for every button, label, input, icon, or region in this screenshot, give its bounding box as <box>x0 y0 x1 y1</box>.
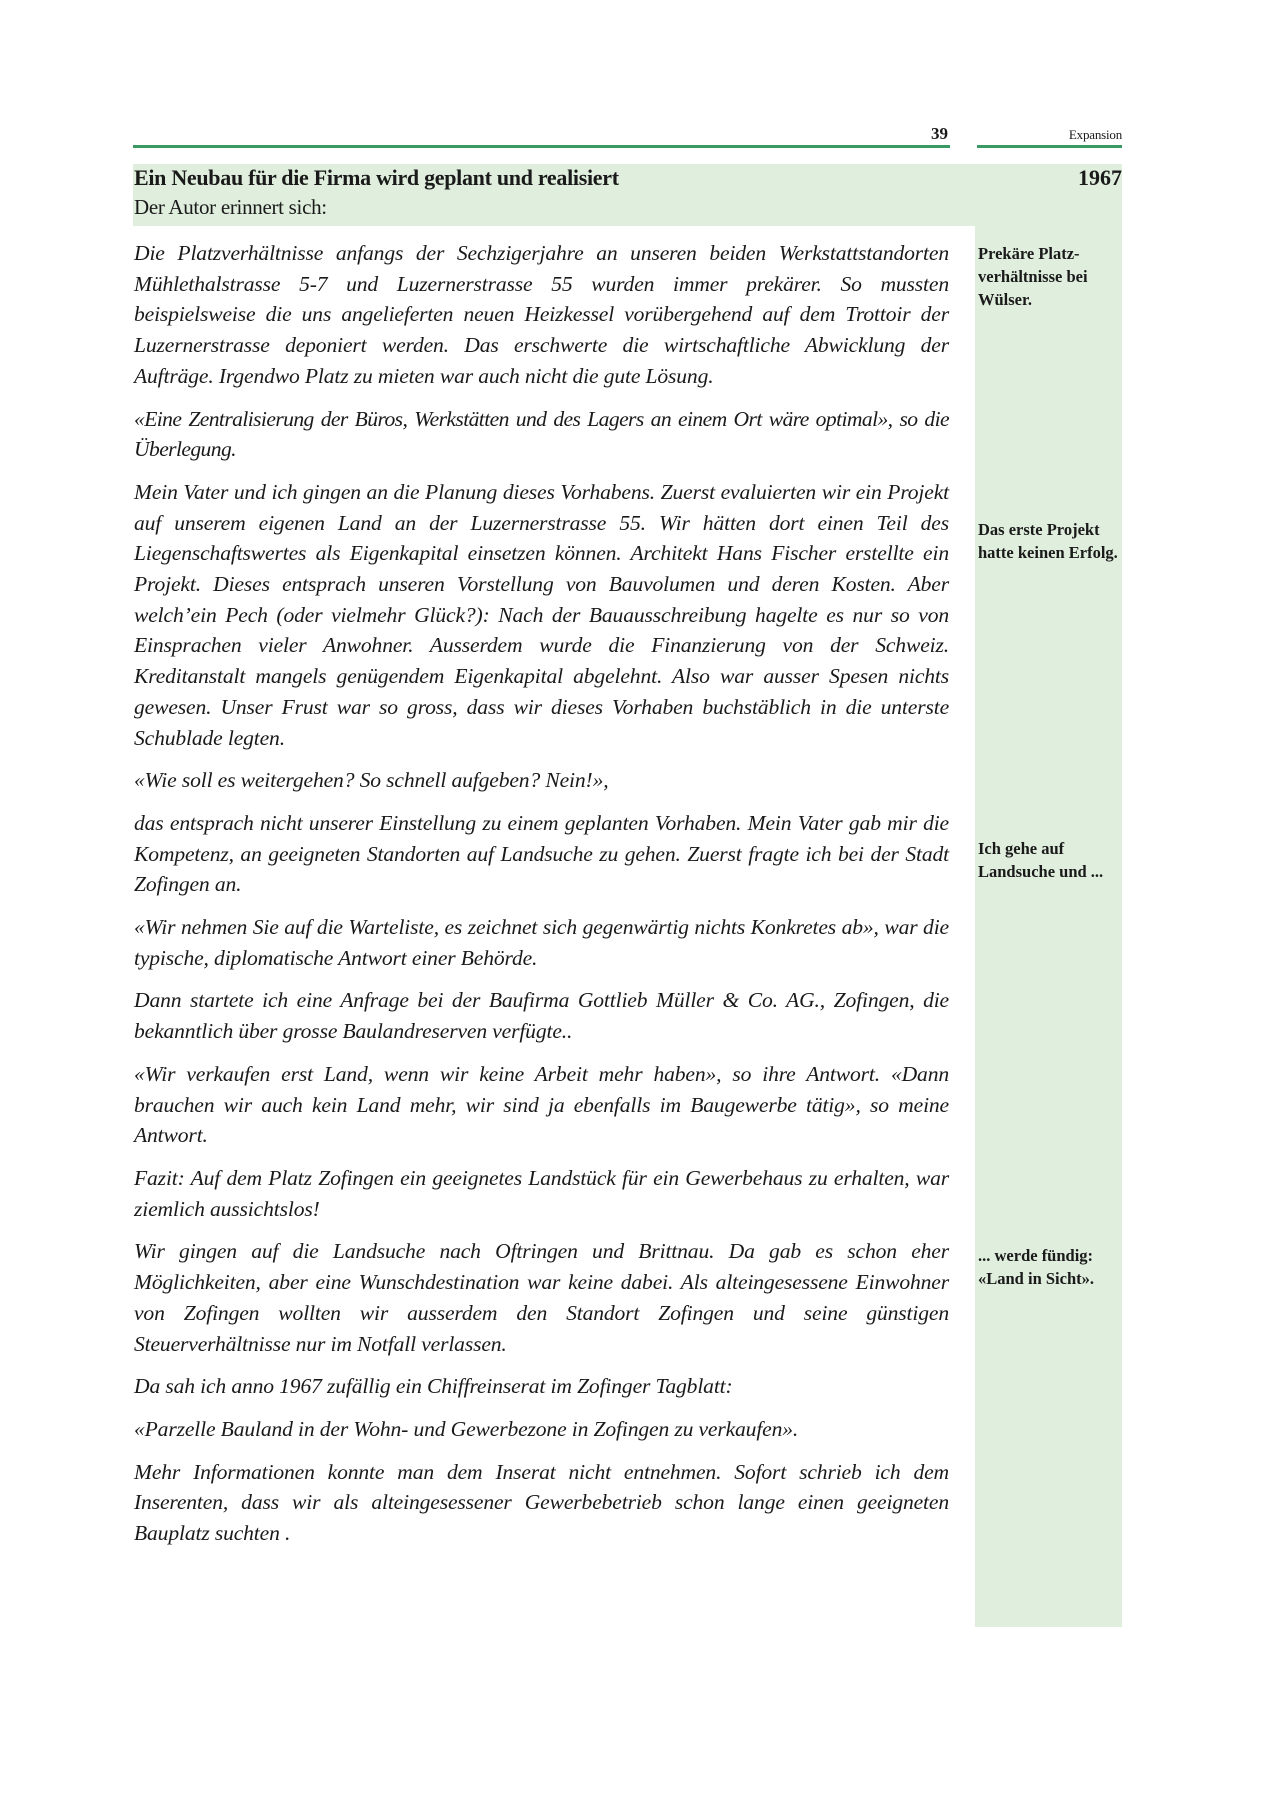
quote-paragraph: «Wir verkaufen erst Land, wenn wir keine Arbeit mehr haben», so ihre Antwort. «Dann brauchen wir auch kein Land mehr, wir sind ja ebenfalls im Baugewerbe tätig», so meine Antwort. <box>134 1061 949 1148</box>
header-rule-side <box>977 145 1122 148</box>
quote-paragraph: «Eine Zentralisierung der Büros, Werkstätten und des Lagers an einem Ort wäre optimal», so die Überlegung. <box>134 406 949 462</box>
margin-note: Ich gehe auf Landsuche und ... <box>978 839 1104 881</box>
quote-paragraph: «Wir nehmen Sie auf die Warteliste, es zeichnet sich gegenwärtig nichts Konkretes ab», war die typische, diplomatische Antwort einer Behörde. <box>134 915 949 970</box>
quote-paragraph: «Wie soll es weitergehen? So schnell aufgeben? Nein!», <box>134 768 609 793</box>
page-number: 39 <box>931 124 948 143</box>
paragraph: Fazit: Auf dem Platz Zofingen ein geeignetes Landstück für ein Gewerbehaus zu erhalten, war ziemlich aussichtslos! <box>134 1165 949 1221</box>
margin-column-band <box>975 164 1122 1627</box>
paragraph: Da sah ich anno 1967 zufällig ein Chiffreinserat im Zofinger Tagblatt: <box>134 1374 733 1399</box>
paragraph: Wir gingen auf die Landsuche nach Oftringen und Brittnau. Da gab es schon eher Möglichkeiten, aber eine Wunschdestination war keine dabei. Als alteingesessene Einwohner von Zofingen wollten wir ausserdem den Standort Zofingen und seine günstigen Steuerverhältnisse nur im Notfall verlassen. <box>134 1239 949 1356</box>
paragraph: Dann startete ich eine Anfrage bei der Baufirma Gottlieb Müller & Co. AG., Zofingen, die bekanntlich über grosse Baulandreserven verfügte.. <box>134 988 949 1044</box>
paragraph: Mein Vater und ich gingen an die Planung dieses Vorhabens. Zuerst evaluierten wir ein Projekt auf unserem eigenen Land an der Luzernerstrasse 55. Wir hätten dort einen Teil des Liegenschaftswertes als Eigenkapital einsetzen können. Architekt Hans Fischer erstellte ein Projekt. Dieses entsprach unseren Vorstellung von Bauvolumen und deren Kosten. Aber welch’ein Pech (oder vielmehr Glück?): Nach der Bauausschreibung hagelte es nur so von Einsprachen vieler Anwohner. Ausserdem wurde die Finanzierung von der Schweiz. Kreditanstalt mangels genügendem Eigenkapital abgelehnt. Also war ausser Spesen nichts gewesen. Unser Frust war so gross, dass wir dieses Vorhaben buchstäblich in die unterste Schublade legten. <box>134 479 949 750</box>
margin-note: Das erste Projekt hatte keinen Erfolg. <box>978 520 1118 562</box>
header-rule-main <box>133 145 950 148</box>
paragraph: das entsprach nicht unserer Einstellung zu einem geplanten Vorhaben. Mein Vater gab mir die Kompetenz, an geeigneten Standorten auf Landsuche zu gehen. Zuerst fragte ich bei der Stadt Zofingen an. <box>134 810 949 897</box>
body-text-column <box>134 238 949 1561</box>
paragraph: Die Platzverhältnisse anfangs der Sechzigerjahre an unseren beiden Werkstattstandorten Mühlethalstrasse 5-7 und Luzernerstrasse 55 wurden immer prekärer. So mussten beispielsweise die uns angelieferten neuen Heizkessel vorübergehend auf dem Trottoir der Luzernerstrasse deponiert werden. Das erschwerte die wirtschaftliche Abwicklung der Aufträge. Irgendwo Platz zu mieten war auch nicht die gute Lösung. <box>134 241 949 388</box>
margin-note: Prekäre Platz-verhältnisse bei Wülser. <box>978 244 1088 309</box>
section-year: 1967 <box>1078 165 1122 190</box>
running-head: Expansion <box>1068 127 1122 142</box>
section-title: Ein Neubau für die Firma wird geplant und realisiert <box>134 165 619 190</box>
section-subtitle: Der Autor erinnert sich: <box>134 195 327 219</box>
margin-note: ... werde fündig: «Land in Sicht». <box>978 1246 1094 1288</box>
quote-paragraph: «Parzelle Bauland in der Wohn- und Gewerbezone in Zofingen zu verkaufen». <box>134 1416 799 1441</box>
paragraph: Mehr Informationen konnte man dem Inserat nicht entnehmen. Sofort schrieb ich dem Inserenten, dass wir als alteingesessener Gewerbebetrieb schon lange einen geeigneten Bauplatz suchten . <box>134 1459 949 1546</box>
